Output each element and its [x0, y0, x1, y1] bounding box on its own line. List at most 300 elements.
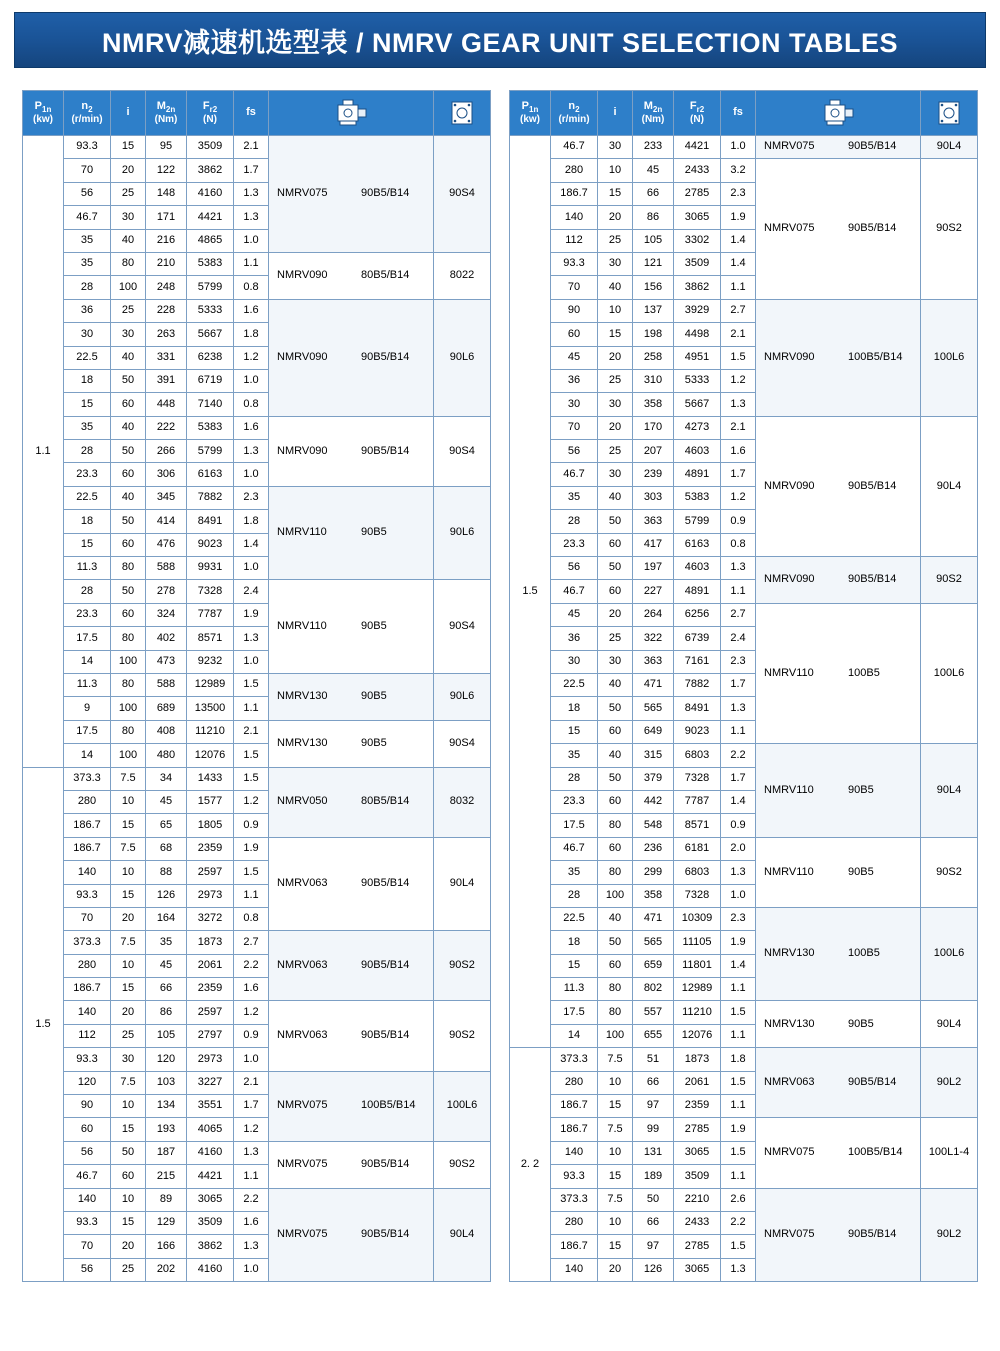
cell-torque: 345: [146, 486, 187, 509]
cell-ratio: 7.5: [598, 1048, 633, 1071]
cell-radial-force: 2061: [187, 954, 234, 977]
cell-torque: 363: [633, 510, 674, 533]
cell-speed: 56: [64, 1258, 111, 1281]
cell-torque: 171: [146, 206, 187, 229]
cell-ratio: 60: [598, 954, 633, 977]
cell-radial-force: 2061: [674, 1071, 721, 1094]
cell-speed: 28: [64, 440, 111, 463]
cell-service-factor: 1.5: [234, 767, 269, 790]
cell-service-factor: 1.7: [234, 159, 269, 182]
cell-ratio: 40: [111, 346, 146, 369]
cell-ratio: 10: [598, 159, 633, 182]
cell-ratio: 40: [111, 416, 146, 439]
cell-motor-size: 90S4: [434, 136, 491, 253]
cell-torque: 65: [146, 814, 187, 837]
cell-ratio: 80: [598, 978, 633, 1001]
cell-service-factor: 1.2: [234, 1118, 269, 1141]
cell-torque: 391: [146, 369, 187, 392]
table-body-left: [23, 136, 491, 1282]
cell-radial-force: 5799: [674, 510, 721, 533]
cell-gear-model: [269, 931, 434, 1001]
cell-service-factor: 1.3: [234, 440, 269, 463]
gear-model-name: NMRV130: [764, 947, 815, 960]
cell-speed: 46.7: [64, 1165, 111, 1188]
cell-torque: 442: [633, 790, 674, 813]
table-header-left: [23, 91, 491, 136]
cell-speed: 56: [64, 182, 111, 205]
cell-ratio: 10: [598, 1211, 633, 1234]
cell-service-factor: 2.4: [721, 627, 756, 650]
cell-ratio: 20: [598, 603, 633, 626]
cell-speed: 186.7: [551, 1095, 598, 1118]
gear-flange-code: 90B5/B14: [848, 140, 897, 153]
cell-ratio: 15: [111, 814, 146, 837]
cell-speed: 70: [551, 416, 598, 439]
table-row: [23, 931, 491, 954]
cell-torque: 299: [633, 861, 674, 884]
gear-model-name: NMRV130: [764, 1017, 815, 1030]
cell-torque: 66: [633, 182, 674, 205]
cell-radial-force: 5333: [187, 299, 234, 322]
cell-speed: 15: [551, 954, 598, 977]
cell-ratio: 20: [598, 346, 633, 369]
cell-speed: 56: [64, 1141, 111, 1164]
cell-radial-force: 7328: [674, 884, 721, 907]
cell-radial-force: 3227: [187, 1071, 234, 1094]
cell-radial-force: 5799: [187, 440, 234, 463]
selection-table-left: [22, 90, 491, 1282]
gear-flange-code: 90B5/B14: [361, 877, 410, 890]
cell-torque: 66: [146, 978, 187, 1001]
cell-service-factor: 1.5: [234, 744, 269, 767]
cell-radial-force: 4421: [187, 1165, 234, 1188]
cell-ratio: 7.5: [111, 931, 146, 954]
gear-model-name: NMRV075: [277, 1099, 328, 1112]
cell-ratio: 30: [111, 1048, 146, 1071]
cell-gear-model: [269, 252, 434, 299]
cell-gear-model: [756, 837, 921, 907]
gear-model-name: NMRV075: [277, 1157, 328, 1170]
cell-ratio: 60: [598, 720, 633, 743]
cell-speed: 280: [551, 1211, 598, 1234]
cell-ratio: 50: [598, 510, 633, 533]
cell-radial-force: 4603: [674, 440, 721, 463]
cell-ratio: 7.5: [111, 767, 146, 790]
cell-radial-force: 11210: [674, 1001, 721, 1024]
selection-table-right: [509, 90, 978, 1282]
cell-speed: 373.3: [551, 1188, 598, 1211]
cell-speed: 186.7: [64, 814, 111, 837]
cell-radial-force: 11801: [674, 954, 721, 977]
cell-radial-force: 2973: [187, 1048, 234, 1071]
cell-service-factor: 1.0: [234, 1258, 269, 1281]
cell-radial-force: 7787: [674, 790, 721, 813]
cell-speed: 28: [551, 510, 598, 533]
cell-radial-force: 3929: [674, 299, 721, 322]
cell-ratio: 25: [111, 1024, 146, 1047]
cell-service-factor: 1.4: [721, 954, 756, 977]
cell-ratio: 10: [111, 1188, 146, 1211]
cell-ratio: 100: [111, 650, 146, 673]
cell-radial-force: 8571: [187, 627, 234, 650]
gear-model-name: NMRV063: [277, 959, 328, 972]
cell-torque: 408: [146, 720, 187, 743]
cell-radial-force: 7328: [187, 580, 234, 603]
cell-torque: 187: [146, 1141, 187, 1164]
cell-speed: 11.3: [64, 673, 111, 696]
gear-flange-code: 90B5: [361, 526, 387, 539]
cell-radial-force: 7328: [674, 767, 721, 790]
cell-ratio: 80: [598, 814, 633, 837]
cell-torque: 228: [146, 299, 187, 322]
cell-ratio: 30: [598, 136, 633, 159]
cell-torque: 88: [146, 861, 187, 884]
cell-torque: 166: [146, 1235, 187, 1258]
table-row: [510, 1188, 978, 1211]
gear-flange-code: 90B5: [361, 736, 387, 749]
cell-torque: 322: [633, 627, 674, 650]
cell-radial-force: 2797: [187, 1024, 234, 1047]
cell-radial-force: 4951: [674, 346, 721, 369]
cell-torque: 103: [146, 1071, 187, 1094]
cell-radial-force: 8491: [187, 510, 234, 533]
gear-model-name: NMRV090: [764, 573, 815, 586]
cell-ratio: 100: [111, 276, 146, 299]
cell-torque: 95: [146, 136, 187, 159]
gear-flange-code: 90B5: [848, 865, 874, 878]
cell-speed: 30: [64, 323, 111, 346]
cell-service-factor: 1.1: [721, 276, 756, 299]
cell-speed: 17.5: [551, 814, 598, 837]
table-row: [23, 1188, 491, 1211]
cell-service-factor: 2.3: [721, 650, 756, 673]
cell-service-factor: 1.3: [234, 1235, 269, 1258]
cell-motor-size: 90S2: [434, 1001, 491, 1071]
cell-radial-force: 4160: [187, 1141, 234, 1164]
cell-torque: 156: [633, 276, 674, 299]
cell-motor-size: 90S4: [434, 580, 491, 674]
cell-service-factor: 1.8: [234, 510, 269, 533]
cell-gear-model: [269, 1001, 434, 1071]
cell-torque: 34: [146, 767, 187, 790]
cell-service-factor: 1.2: [234, 790, 269, 813]
page-banner: [14, 12, 986, 68]
cell-speed: 9: [64, 697, 111, 720]
cell-torque: 248: [146, 276, 187, 299]
cell-speed: 28: [551, 884, 598, 907]
cell-ratio: 60: [111, 603, 146, 626]
cell-service-factor: 1.1: [234, 1165, 269, 1188]
cell-ratio: 20: [111, 1001, 146, 1024]
cell-speed: 36: [64, 299, 111, 322]
cell-gear-model: [756, 603, 921, 743]
header-gear-unit-icon: [756, 91, 921, 136]
cell-ratio: 20: [598, 206, 633, 229]
cell-speed: 93.3: [551, 252, 598, 275]
cell-radial-force: 3509: [187, 1211, 234, 1234]
cell-gear-model: [269, 1141, 434, 1188]
cell-service-factor: 1.0: [234, 650, 269, 673]
cell-service-factor: 1.1: [721, 580, 756, 603]
cell-radial-force: 12076: [187, 744, 234, 767]
cell-speed: 35: [64, 416, 111, 439]
cell-torque: 379: [633, 767, 674, 790]
cell-radial-force: 7882: [187, 486, 234, 509]
table-row: [510, 136, 978, 159]
cell-ratio: 15: [598, 1235, 633, 1258]
cell-speed: 373.3: [551, 1048, 598, 1071]
cell-radial-force: 3065: [674, 206, 721, 229]
cell-speed: 46.7: [551, 837, 598, 860]
gear-model-name: NMRV110: [277, 526, 327, 539]
cell-service-factor: 1.2: [721, 369, 756, 392]
cell-ratio: 7.5: [598, 1118, 633, 1141]
cell-ratio: 80: [111, 673, 146, 696]
cell-service-factor: 1.1: [234, 884, 269, 907]
gear-model-name: NMRV090: [277, 350, 328, 363]
cell-ratio: 60: [111, 393, 146, 416]
cell-service-factor: 2.3: [721, 182, 756, 205]
cell-service-factor: 1.6: [721, 440, 756, 463]
cell-service-factor: 1.5: [721, 1141, 756, 1164]
cell-radial-force: 9023: [187, 533, 234, 556]
cell-motor-size: 100L6: [921, 907, 978, 1001]
cell-service-factor: 1.7: [721, 767, 756, 790]
cell-service-factor: 1.1: [234, 697, 269, 720]
table-row: [23, 580, 491, 603]
cell-radial-force: 5383: [187, 252, 234, 275]
cell-speed: 22.5: [551, 907, 598, 930]
cell-radial-force: 12076: [674, 1024, 721, 1047]
cell-torque: 278: [146, 580, 187, 603]
cell-torque: 45: [633, 159, 674, 182]
cell-torque: 148: [146, 182, 187, 205]
cell-radial-force: 13500: [187, 697, 234, 720]
gear-flange-code: 90B5: [361, 690, 387, 703]
header-flange-icon: [434, 91, 491, 136]
cell-ratio: 15: [598, 1165, 633, 1188]
cell-speed: 70: [64, 1235, 111, 1258]
gear-model-name: NMRV090: [764, 350, 815, 363]
cell-speed: 18: [551, 697, 598, 720]
cell-service-factor: 1.7: [721, 463, 756, 486]
cell-radial-force: 8491: [674, 697, 721, 720]
cell-torque: 258: [633, 346, 674, 369]
cell-service-factor: 2.7: [234, 931, 269, 954]
cell-speed: 35: [64, 252, 111, 275]
header-torque: $M_{2n}$ (Nm): [633, 91, 674, 136]
cell-speed: 90: [64, 1095, 111, 1118]
cell-gear-model: [756, 1001, 921, 1048]
cell-torque: 331: [146, 346, 187, 369]
cell-speed: 22.5: [551, 673, 598, 696]
cell-torque: 476: [146, 533, 187, 556]
cell-gear-model: [756, 744, 921, 838]
cell-radial-force: 2433: [674, 1211, 721, 1234]
cell-service-factor: 1.9: [721, 1118, 756, 1141]
cell-radial-force: 3302: [674, 229, 721, 252]
cell-speed: 45: [551, 603, 598, 626]
cell-radial-force: 5383: [674, 486, 721, 509]
cell-radial-force: 3551: [187, 1095, 234, 1118]
cell-ratio: 7.5: [111, 837, 146, 860]
cell-motor-size: 90L6: [434, 486, 491, 580]
cell-motor-size: 90S2: [434, 1141, 491, 1188]
gear-model-name: NMRV110: [764, 865, 814, 878]
cell-ratio: 50: [598, 697, 633, 720]
table-row: [510, 907, 978, 930]
cell-torque: 480: [146, 744, 187, 767]
table-row: [510, 1118, 978, 1141]
cell-radial-force: 3509: [674, 252, 721, 275]
cell-torque: 50: [633, 1188, 674, 1211]
cell-ratio: 25: [598, 229, 633, 252]
cell-radial-force: 5333: [674, 369, 721, 392]
cell-radial-force: 2973: [187, 884, 234, 907]
cell-radial-force: 2433: [674, 159, 721, 182]
cell-gear-model: [269, 673, 434, 720]
cell-gear-model: [269, 837, 434, 931]
gear-model-name: NMRV050: [277, 795, 328, 808]
cell-speed: 14: [64, 744, 111, 767]
cell-service-factor: 2.1: [721, 323, 756, 346]
cell-service-factor: 0.8: [234, 393, 269, 416]
cell-gear-model: [756, 299, 921, 416]
cell-speed: 18: [551, 931, 598, 954]
cell-torque: 565: [633, 931, 674, 954]
cell-torque: 358: [633, 393, 674, 416]
gear-flange-code: 90B5/B14: [361, 350, 410, 363]
gear-flange-code: 100B5/B14: [848, 1146, 903, 1159]
cell-torque: 105: [146, 1024, 187, 1047]
cell-service-factor: 2.4: [234, 580, 269, 603]
cell-speed: 70: [64, 907, 111, 930]
cell-torque: 215: [146, 1165, 187, 1188]
cell-gear-model: [756, 557, 921, 604]
header-ratio: i: [111, 91, 146, 136]
gear-flange-code: 90B5/B14: [848, 573, 897, 586]
cell-speed: 120: [64, 1071, 111, 1094]
table-header-right: [510, 91, 978, 136]
cell-service-factor: 1.6: [234, 1211, 269, 1234]
cell-torque: 363: [633, 650, 674, 673]
cell-ratio: 15: [111, 884, 146, 907]
gear-flange-code: 90B5: [361, 619, 387, 632]
cell-radial-force: 6739: [674, 627, 721, 650]
flange-icon: [447, 99, 477, 127]
cell-speed: 23.3: [551, 533, 598, 556]
cell-service-factor: 1.0: [234, 1048, 269, 1071]
cell-gear-model: [756, 159, 921, 299]
cell-speed: 112: [64, 1024, 111, 1047]
cell-speed: 30: [551, 650, 598, 673]
cell-radial-force: 3065: [187, 1188, 234, 1211]
cell-motor-size: 90S2: [434, 931, 491, 1001]
cell-motor-size: 90S2: [921, 159, 978, 299]
cell-radial-force: 5667: [674, 393, 721, 416]
cell-speed: 186.7: [551, 1235, 598, 1258]
cell-speed: 280: [64, 954, 111, 977]
cell-torque: 189: [633, 1165, 674, 1188]
cell-speed: 15: [551, 720, 598, 743]
gear-flange-code: 100B5: [848, 666, 880, 679]
tables-container: [0, 68, 1000, 1282]
cell-motor-size: 90S4: [434, 720, 491, 767]
cell-motor-size: 100L6: [434, 1071, 491, 1141]
cell-service-factor: 0.9: [721, 814, 756, 837]
cell-service-factor: 1.2: [234, 346, 269, 369]
cell-speed: 186.7: [64, 978, 111, 1001]
cell-motor-size: 90L4: [434, 1188, 491, 1282]
table-row: [23, 136, 491, 159]
table-row: [23, 837, 491, 860]
cell-motor-size: 90L2: [921, 1188, 978, 1282]
gear-flange-code: 80B5/B14: [361, 795, 410, 808]
cell-speed: 140: [64, 1001, 111, 1024]
cell-radial-force: 4273: [674, 416, 721, 439]
cell-service-factor: 2.2: [721, 1211, 756, 1234]
cell-ratio: 10: [111, 861, 146, 884]
cell-radial-force: 9023: [674, 720, 721, 743]
gear-model-name: NMRV063: [764, 1076, 815, 1089]
cell-torque: 51: [633, 1048, 674, 1071]
cell-radial-force: 4891: [674, 463, 721, 486]
cell-speed: 14: [551, 1024, 598, 1047]
cell-ratio: 10: [598, 1141, 633, 1164]
table-row: [510, 159, 978, 182]
gear-model-name: NMRV090: [277, 269, 328, 282]
cell-service-factor: 0.8: [234, 276, 269, 299]
cell-ratio: 10: [111, 954, 146, 977]
cell-speed: 14: [64, 650, 111, 673]
cell-torque: 66: [633, 1071, 674, 1094]
cell-service-factor: 1.4: [721, 229, 756, 252]
cell-service-factor: 1.1: [721, 1024, 756, 1047]
cell-torque: 303: [633, 486, 674, 509]
cell-motor-size: 8022: [434, 252, 491, 299]
cell-ratio: 7.5: [111, 1071, 146, 1094]
cell-service-factor: 1.9: [721, 931, 756, 954]
page-title: NMRV减速机选型表 / NMRV GEAR UNIT SELECTION TABLES: [101, 27, 899, 58]
cell-service-factor: 1.1: [234, 252, 269, 275]
cell-torque: 86: [633, 206, 674, 229]
table-row: [510, 837, 978, 860]
gear-model-name: NMRV063: [277, 877, 328, 890]
cell-radial-force: 5799: [187, 276, 234, 299]
cell-speed: 90: [551, 299, 598, 322]
cell-torque: 324: [146, 603, 187, 626]
cell-service-factor: 2.3: [234, 486, 269, 509]
cell-radial-force: 7140: [187, 393, 234, 416]
cell-radial-force: 7787: [187, 603, 234, 626]
cell-motor-size: 90L4: [921, 744, 978, 838]
cell-ratio: 10: [111, 1095, 146, 1118]
cell-ratio: 15: [598, 182, 633, 205]
cell-service-factor: 2.1: [234, 1071, 269, 1094]
cell-speed: 22.5: [64, 346, 111, 369]
table-row: [23, 486, 491, 509]
cell-service-factor: 2.3: [721, 907, 756, 930]
cell-torque: 222: [146, 416, 187, 439]
cell-radial-force: 10309: [674, 907, 721, 930]
cell-torque: 216: [146, 229, 187, 252]
cell-torque: 264: [633, 603, 674, 626]
cell-ratio: 50: [111, 440, 146, 463]
cell-speed: 70: [64, 159, 111, 182]
cell-ratio: 20: [111, 907, 146, 930]
cell-radial-force: 3862: [674, 276, 721, 299]
cell-speed: 186.7: [551, 182, 598, 205]
